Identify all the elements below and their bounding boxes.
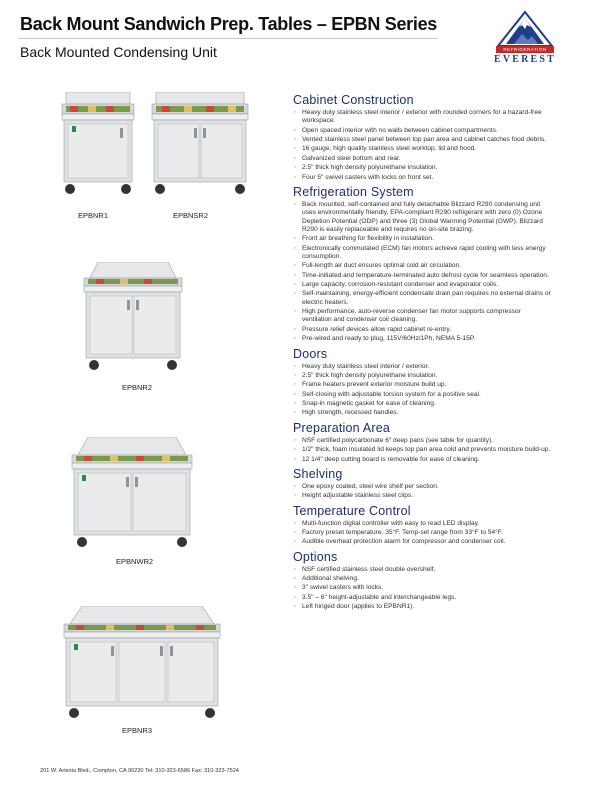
list-item: ◦ Height adjustable stainless steel clips. — [293, 492, 551, 500]
spec-sections — [293, 93, 551, 613]
list-item: ◦ NSF certified polycarbonate 6" deep pans (see table for quantity). — [293, 437, 551, 445]
list-item: ◦ Electronically commutated (ECM) fan motors achieve rapid cooling with less energy consumption. — [293, 245, 551, 262]
list-item: ◦ Multi-function digital controller with easy to read LED display. — [293, 520, 551, 528]
list-item: ◦ Frame heaters prevent exterior moisture build up. — [293, 381, 551, 389]
section-title: Refrigeration System — [293, 184, 414, 199]
section-list — [293, 201, 551, 344]
section-title: Cabinet Construction — [293, 93, 414, 107]
product-image-epbnr2 — [82, 262, 184, 372]
list-item: ◦ 1/2" thick, foam insulated lid keeps top pan area cold and prevents moisture build-up. — [293, 446, 551, 454]
list-item: ◦ 3.5" – 6" height-adjustable and interchangeable legs. — [293, 594, 551, 602]
list-item: ◦ 2.5" thick high density polyurethane insulation. — [293, 372, 551, 380]
model-caption: EPBNR1 — [78, 211, 109, 220]
product-image-epbnr3 — [62, 606, 222, 720]
list-item: ◦ Back mounted, self-contained and fully detachable Blizzard R290 condensing unit uses environmentally friendly, EPA-compliant R290 refrigerant with zero (0) Ozone Depletion Potential (ODP) and three (3) Global Warming Potential (GWP). Blizzard R290 is easily replaceable and requires no on-site brazing. — [293, 201, 551, 234]
section-list — [293, 109, 551, 182]
list-item: ◦ 2.5" thick high density polyurethane insulation. — [293, 164, 551, 172]
section-list — [293, 363, 551, 418]
list-item: ◦ Time-initiated and temperature-terminated auto defrost cycle for seamless operation. — [293, 272, 551, 280]
section-title: Shelving — [293, 466, 343, 481]
footer-address: 201 W. Artesia Blvd., Compton, CA 90220 Tel: 310-323-6586 Fax: 310-323-7524 — [40, 768, 239, 774]
list-item: ◦ High performance, auto-reverse condenser fan motor supports compressor ventilation and condenser coil cleaning. — [293, 308, 551, 325]
list-item: ◦ One epoxy coated, steel wire shelf per section. — [293, 483, 551, 491]
product-image-epbnr1 — [60, 92, 136, 196]
list-item: ◦ Vented stainless steel panel between top pan area and cabinet catches food debris. — [293, 136, 551, 144]
list-item: ◦ Galvanized steel bottom and rear. — [293, 155, 551, 163]
list-item: ◦ 12 1/4" deep cutting board is removable for ease of cleaning. — [293, 456, 551, 464]
section-list — [293, 483, 551, 501]
list-item: ◦ Factory preset temperature, 35°F. Temp-set range from 33°F to 54°F. — [293, 529, 551, 537]
product-image-epbnwr2 — [70, 437, 194, 549]
section-list — [293, 566, 551, 612]
list-item: ◦ Additional shelving. — [293, 575, 551, 583]
model-caption: EPBNR2 — [122, 383, 153, 392]
logo-brand: EVEREST — [493, 54, 557, 65]
section-title: Options — [293, 549, 338, 564]
list-item: ◦ Left hinged door (applies to EPBNR1). — [293, 603, 551, 611]
list-item: ◦ 3" swivel casters with locks. — [293, 584, 551, 592]
everest-logo — [492, 10, 558, 74]
list-item: ◦ Open spaced interior with no walls between cabinet compartments. — [293, 127, 551, 135]
list-item: ◦ 16 gauge, high quality stainless steel worktop, lid and hood. — [293, 145, 551, 153]
section-list — [293, 437, 551, 464]
list-item: ◦ High strength, recessed handles. — [293, 409, 551, 417]
list-item: ◦ Four 5" swivel casters with locks on front set. — [293, 174, 551, 182]
model-caption: EPBNR3 — [122, 726, 153, 735]
list-item: ◦ Pre-wired and ready to plug, 115V/60Hz/1Ph, NEMA 5-15P. — [293, 335, 551, 343]
list-item: ◦ Front air breathing for flexibility in installation. — [293, 235, 551, 243]
list-item: ◦ Large capacity, corrosion-resistant condenser and evaporator coils. — [293, 281, 551, 289]
list-item: ◦ Full-length air duct ensures optimal cold air circulation. — [293, 262, 551, 270]
product-image-epbnsr2 — [150, 92, 250, 196]
list-item: ◦ Self-maintaining, energy-efficient condensate drain pan requires no external drains or electric heaters. — [293, 290, 551, 307]
list-item: ◦ Heavy duty stainless steel interior / exterior with rounded corners for a hazard-free workspace. — [293, 109, 551, 126]
mountain-icon — [492, 10, 558, 50]
list-item: ◦ NSF certified stainless steel double overshelf. — [293, 566, 551, 574]
list-item: ◦ Audible overheat protection alarm for compressor and condenser coil. — [293, 538, 551, 546]
section-title: Temperature Control — [293, 503, 411, 518]
page-subtitle: Back Mounted Condensing Unit — [20, 44, 217, 60]
section-list — [293, 520, 551, 547]
list-item: ◦ Heavy duty stainless steel interior / exterior. — [293, 363, 551, 371]
section-title: Doors — [293, 346, 328, 361]
list-item: ◦ Snap-in magnetic gasket for ease of cleaning. — [293, 400, 551, 408]
list-item: ◦ Pressure relief devices allow rapid cabinet re-entry. — [293, 326, 551, 334]
section-title: Preparation Area — [293, 420, 391, 435]
logo-band: REFRIGERATION — [496, 46, 554, 53]
model-caption: EPBNSR2 — [173, 211, 209, 220]
page-title: Back Mount Sandwich Prep. Tables – EPBN Series — [20, 14, 437, 34]
header-divider — [18, 38, 438, 39]
list-item: ◦ Self-closing with adjustable torsion system for a positive seal. — [293, 391, 551, 399]
model-caption: EPBNWR2 — [116, 557, 154, 566]
